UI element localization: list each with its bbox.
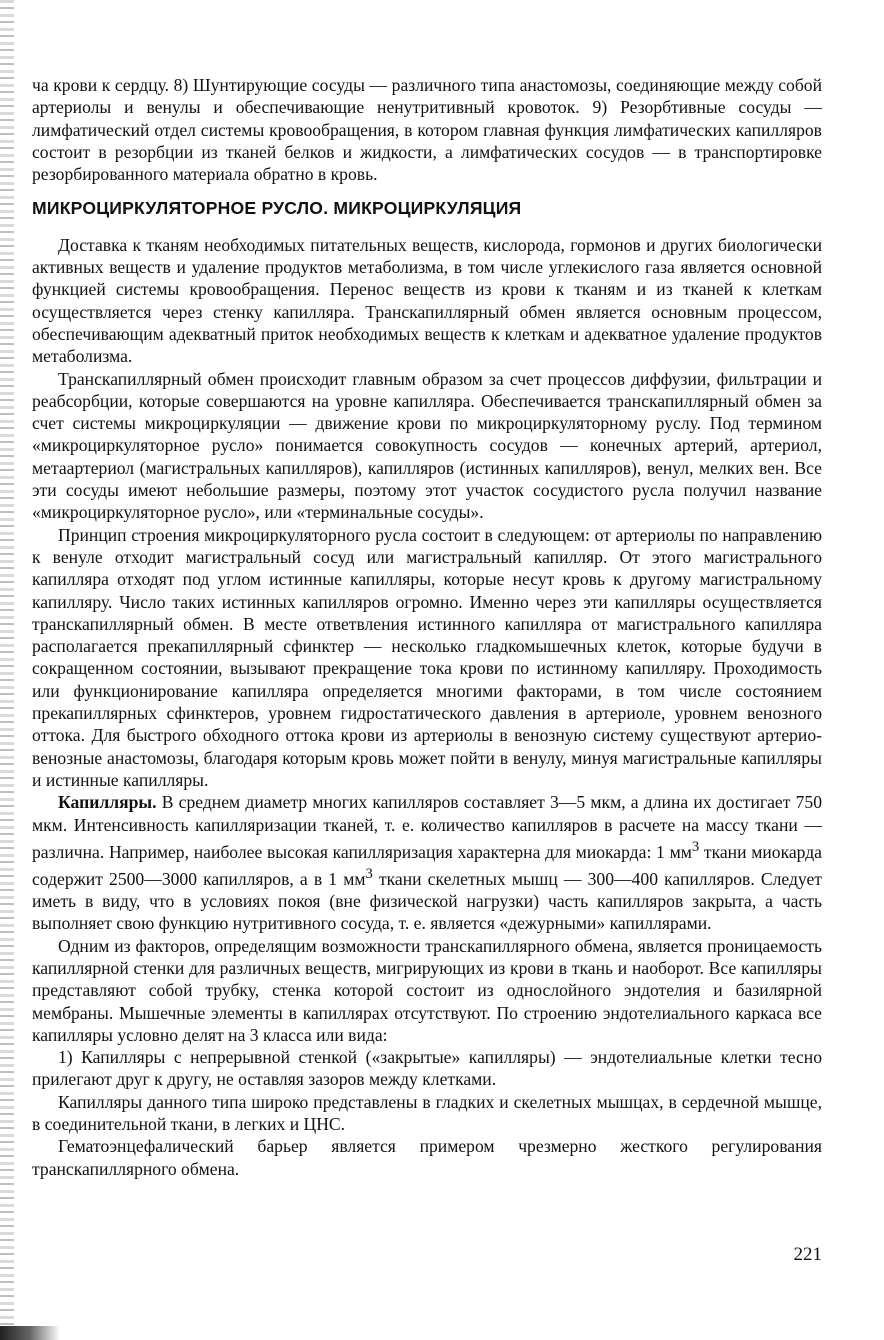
superscript-2: 3: [365, 865, 373, 882]
paragraph-2: Транскапиллярный обмен происходит главным образом за счет процессов диффузии, фильтрации и реабсорбции, которые совершаются на уровне капилляра. Обеспечивается транскапиллярный обмен за счет системы микроциркуляции — движение крови по микроциркуляторному руслу. Под термином «микроциркуляторное русло» понимается совокупность сосудов — конечных артерий, артериол, метаартериол (магистральных капилляров), капилляров (истинных капилляров), венул, мелких вен. Все эти сосуды имеют небольшие размеры, поэтому этот участок сосудистого русла получил название «микроциркуляторное русло», или «терминальные сосуды».: [32, 368, 822, 523]
superscript-1: 3: [691, 838, 700, 855]
section-heading: МИКРОЦИРКУЛЯТОРНОЕ РУСЛО. МИКРОЦИРКУЛЯЦИЯ: [32, 198, 522, 219]
scan-corner-shadow: [0, 1326, 60, 1340]
term-capillaries: Капилляры.: [58, 792, 157, 813]
paragraph-capillaries-text-a: В среднем диаметр многих капилляров составляет 3—5 мкм, а длина их достигает 750 мкм. Интенсивность капилляризации тканей, т. е. количество капилляров в расчете на массу ткани — различна. Например, наиболее высокая капилляризация характерна для миокарда: 1 мм: [32, 792, 822, 862]
paragraph-capillaries-text-c: ткани скелетных мышц — 300—400 капилляров. Следует иметь в виду, что в условиях покоя (вне физической нагрузки) часть капилляров закрыта, а часть выполняет свою функцию нутритивного сосуда, т. е. является «дежурными» капиллярами.: [32, 868, 822, 934]
page-number: 221: [793, 1244, 822, 1265]
paragraph-3: Принцип строения микроциркуляторного русла состоит в следующем: от артериолы по направлению к венуле отходит магистральный сосуд или магистральный капилляр. От этого магистрального капилляра отходят под углом истинные капилляры, которые несут кровь к другому магистральному капилляру. Число таких истинных капилляров огромно. Именно через эти капилляры осуществляется транскапиллярный обмен. В месте ответвления истинного капилляра от магистрального капилляра располагается прекапиллярный сфинктер — несколько гладкомышечных клеток, которые будучи в сокращенном состоянии, вызывают прекращение тока крови по истинному капилляру. Проходимость или функционирование капилляра определяется многими факторами, в том числе состоянием прекапиллярных сфинктеров, уровнем гидростатического давления в артериоле, уровнем венозного оттока. Для быстрого обходного оттока крови из артериолы в венозную систему существуют артерио-венозные анастомозы, благодаря которым кровь может пойти в венулу, минуя магистральные капилляры и истинные капилляры.: [32, 524, 822, 790]
page-body: [32, 74, 822, 1180]
paragraph-6: 1) Капилляры с непрерывной стенкой («закрытые» капилляры) — эндотелиальные клетки тесно прилегают друг к другу, не оставляя зазоров между клетками.: [32, 1047, 822, 1090]
paragraph-capillaries-text-b: ткани миокарда содержит 2500—3000 капилляров, а в 1 мм: [32, 841, 822, 889]
paragraph-1: Доставка к тканям необходимых питательных веществ, кислорода, гормонов и других биологически активных веществ и удаление продуктов метаболизма, в том числе углекислого газа является основной функцией системы кровообращения. Перенос веществ из крови к тканям и из тканей к клеткам осуществляется через стенку капилляра. Транскапиллярный обмен является основным процессом, обеспечивающим адекватный приток необходимых веществ к клеткам и адекватное удаление продуктов метаболизма.: [32, 234, 822, 367]
scan-binding-edge: [0, 0, 14, 1340]
paragraph-capillaries: [32, 791, 822, 935]
paragraph-8: Гематоэнцефалический барьер является примером чрезмерно жесткого регулирования транскапиллярного обмена.: [32, 1136, 822, 1179]
paragraph-7: Капилляры данного типа широко представлены в гладких и скелетных мышцах, в сердечной мышце, в соединительной ткани, в легких и ЦНС.: [32, 1091, 822, 1135]
paragraph-5: Одним из факторов, определящим возможности транскапиллярного обмена, является проницаемость капиллярной стенки для различных веществ, мигрирующих из крови в ткань и наоборот. Все капилляры представляют собой трубку, стенка которой состоит из однослойного эндотелия и базилярной мембраны. Мышечные элементы в капиллярах отсутствуют. По строению эндотелиального каркаса все капилляры условно делят на 3 класса или вида:: [32, 935, 822, 1045]
intro-paragraph: ча крови к сердцу. 8) Шунтирующие сосуды — различного типа анастомозы, соединяющие между собой артериолы и венулы и обеспечивающие ненутритивный кровоток. 9) Резорбтивные сосуды — лимфатический отдел системы кровообращения, в котором главная функция лимфатических капилляров состоит в резорбции из тканей белков и жидкости, а лимфатических сосудов — в транспортировке резорбированного материала обратно в кровь.: [32, 75, 822, 185]
